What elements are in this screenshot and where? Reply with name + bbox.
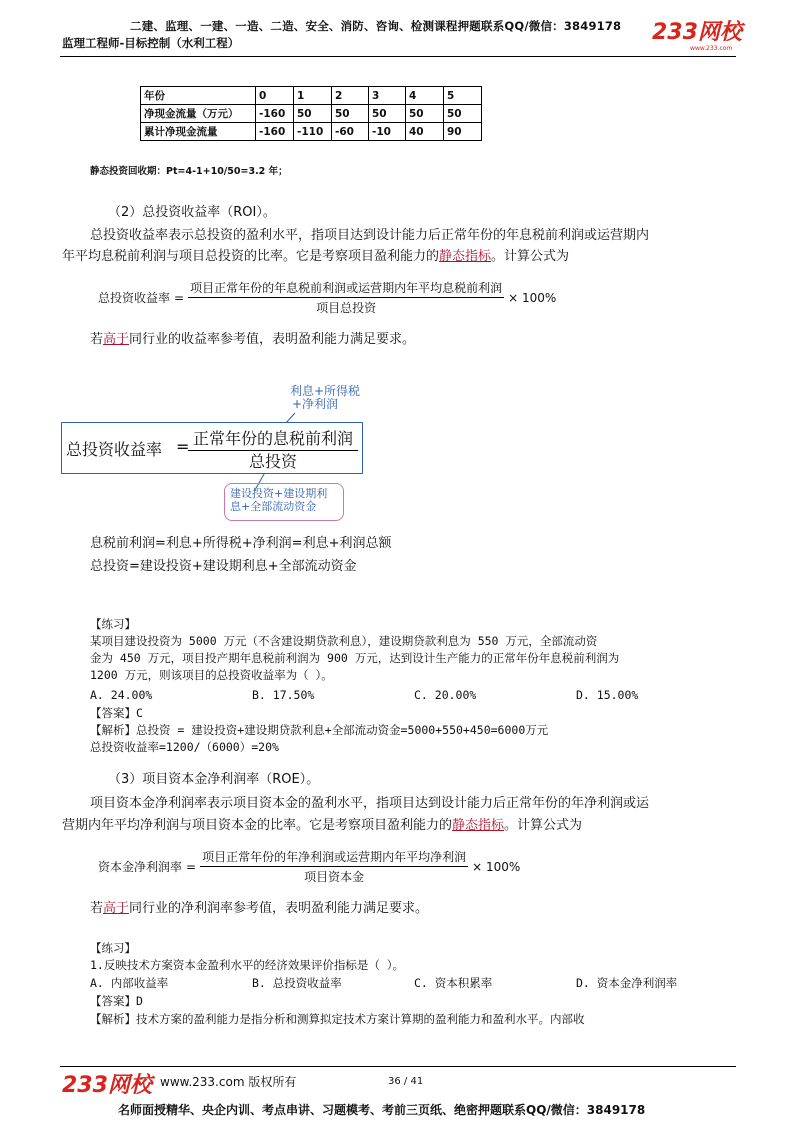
text: 若	[90, 901, 104, 916]
table-cell: -110	[294, 123, 332, 141]
table-cell: -160	[256, 105, 294, 123]
explanation-line: 总投资收益率=1200/（6000）=20%	[90, 740, 279, 754]
formula-denominator: 项目资本金	[304, 870, 365, 884]
text: 。计算公式为	[504, 818, 583, 833]
diagram-denominator: 总投资	[248, 452, 297, 471]
table-cell: 净现金流量（万元）	[141, 105, 256, 123]
table-cell: 50	[369, 105, 406, 123]
table-cell: 年份	[141, 87, 256, 105]
roe-formula	[98, 848, 520, 885]
ebit-definition: 息税前利润=利息+所得税+净利润=利息+利润总额	[90, 536, 392, 551]
answer: 【答案】C	[90, 706, 143, 720]
footer-logo: 233网校	[62, 1073, 152, 1098]
question-line: 1.反映技术方案资本金盈利水平的经济效果评价指标是（ ）。	[90, 958, 405, 972]
text: 。计算公式为	[491, 249, 570, 264]
question-line: 某项目建设投资为 5000 万元（不含建设期贷款利息），建设期贷款利息为 550 万元，全部流动资	[90, 634, 598, 648]
formula-fraction	[200, 848, 468, 885]
text: 营期内年平均净利润与项目资本金的比率。它是考察项目盈利能力的	[62, 818, 453, 833]
table-cell: 累计净现金流量	[141, 123, 256, 141]
formula-multiplier: × 100%	[508, 290, 557, 305]
table-cell: 40	[406, 123, 444, 141]
text: 同行业的收益率参考值，表明盈利能力满足要求。	[129, 332, 416, 347]
text: 同行业的净利润率参考值，表明盈利能力满足要求。	[129, 901, 429, 916]
document-subtitle: 监理工程师-目标控制（水利工程）	[62, 36, 240, 50]
explanation-line: 【解析】技术方案的盈利能力是指分析和测算拟定技术方案计算期的盈利能力和盈利水平。内部收	[90, 1012, 585, 1026]
header-banner: 二建、监理、一建、一造、二造、安全、消防、咨询、检测课程押题联系QQ/微信：3849178	[130, 19, 622, 33]
roi-paragraph-line1: 总投资收益率表示总投资的盈利水平，指项目达到设计能力后正常年份的年息税前利润或运营期内	[90, 228, 650, 243]
text: 建设投资+建设期利	[230, 487, 328, 500]
static-payback-note: 静态投资回收期：Pt=4-1+10/50=3.2 年；	[90, 166, 288, 177]
option-b: B. 总投资收益率	[252, 976, 342, 990]
question-line: 1200 万元，则该项目的总投资收益率为（ ）。	[90, 668, 333, 682]
table-cell: -60	[332, 123, 369, 141]
diagram-numerator: 正常年份的息税前利润	[188, 426, 358, 451]
option-d: D. 15.00%	[576, 688, 639, 702]
formula-lhs: 总投资收益率	[98, 291, 171, 305]
brand-logo: 233网校	[652, 20, 742, 45]
diagram-lhs: 总投资收益率	[66, 440, 163, 459]
equals-sign: =	[186, 859, 197, 874]
question-line: 金为 450 万元，项目投产期年息税前利润为 900 万元，达到设计生产能力的正常年份年息税前利润为	[90, 651, 620, 665]
explanation-line: 【解析】总投资 = 建设投资+建设期贷款利息+全部流动资金=5000+550+450=6000万元	[90, 723, 549, 737]
roi-diagram-box	[61, 422, 363, 474]
answer: 【答案】D	[90, 994, 143, 1008]
higher-than-link[interactable]: 高于	[103, 901, 130, 916]
text: 若	[90, 332, 104, 347]
table-cell: 50	[294, 105, 332, 123]
table-cell: 90	[444, 123, 482, 141]
total-investment-definition: 总投资=建设投资+建设期利息+全部流动资金	[90, 559, 357, 574]
option-a: A. 内部收益率	[90, 976, 169, 990]
formula-denominator: 项目总投资	[316, 301, 377, 315]
table-cell: 50	[444, 105, 482, 123]
equals-sign: =	[176, 437, 190, 456]
option-c: C. 20.00%	[414, 688, 477, 702]
brand-logo-url: www.233.com	[690, 45, 733, 52]
table-cell: 50	[406, 105, 444, 123]
formula-lhs: 资本金净利润率	[98, 860, 183, 874]
roe-comparison	[90, 899, 428, 919]
formula-numerator: 项目正常年份的年息税前利润或运营期内年平均息税前利润	[188, 279, 504, 298]
formula-multiplier: × 100%	[472, 859, 521, 874]
table-cell: -160	[256, 123, 294, 141]
roi-heading: （2）总投资收益率（ROI）。	[108, 205, 276, 220]
table-cell: 1	[294, 87, 332, 105]
table-cell: 50	[332, 105, 369, 123]
table-cell: -10	[369, 123, 406, 141]
diagram-bottom-note-box	[224, 483, 344, 521]
option-c: C. 资本积累率	[414, 976, 493, 990]
static-indicator-link[interactable]: 静态指标	[452, 818, 505, 833]
static-indicator-link[interactable]: 静态指标	[439, 249, 492, 264]
practice-tag: 【练习】	[90, 617, 136, 631]
footer-divider	[60, 1066, 736, 1067]
text: 年平均息税前利润与项目总投资的比率。它是考察项目盈利能力的	[62, 249, 440, 264]
text: 息+全部流动资金	[230, 500, 317, 513]
table-cell: 5	[444, 87, 482, 105]
option-a: A. 24.00%	[90, 688, 153, 702]
text: +净利润	[292, 397, 339, 411]
roe-paragraph-line2	[62, 816, 582, 836]
option-b: B. 17.50%	[252, 688, 315, 702]
roe-paragraph-line1: 项目资本金净利润率表示项目资本金的盈利水平，指项目达到设计能力后正常年份的年净利润或运	[90, 796, 650, 811]
table-cell: 2	[332, 87, 369, 105]
equals-sign: =	[174, 290, 185, 305]
footer-banner: 名师面授精华、央企内训、考点串讲、习题模考、考前三页纸、绝密押题联系QQ/微信：3849178	[118, 1103, 646, 1117]
higher-than-link[interactable]: 高于	[103, 332, 130, 347]
table-cell: 4	[406, 87, 444, 105]
roe-heading: （3）项目资本金净利润率（ROE）。	[108, 772, 320, 787]
text: 利息+所得税	[290, 384, 361, 398]
practice-tag: 【练习】	[90, 941, 136, 955]
table-cell: 3	[369, 87, 406, 105]
page-number: 36 / 41	[388, 1076, 424, 1087]
table-cell: 0	[256, 87, 294, 105]
option-d: D. 资本金净利润率	[576, 976, 678, 990]
footer-copyright: www.233.com 版权所有	[160, 1075, 297, 1089]
formula-numerator: 项目正常年份的年净利润或运营期内年平均净利润	[200, 848, 468, 867]
